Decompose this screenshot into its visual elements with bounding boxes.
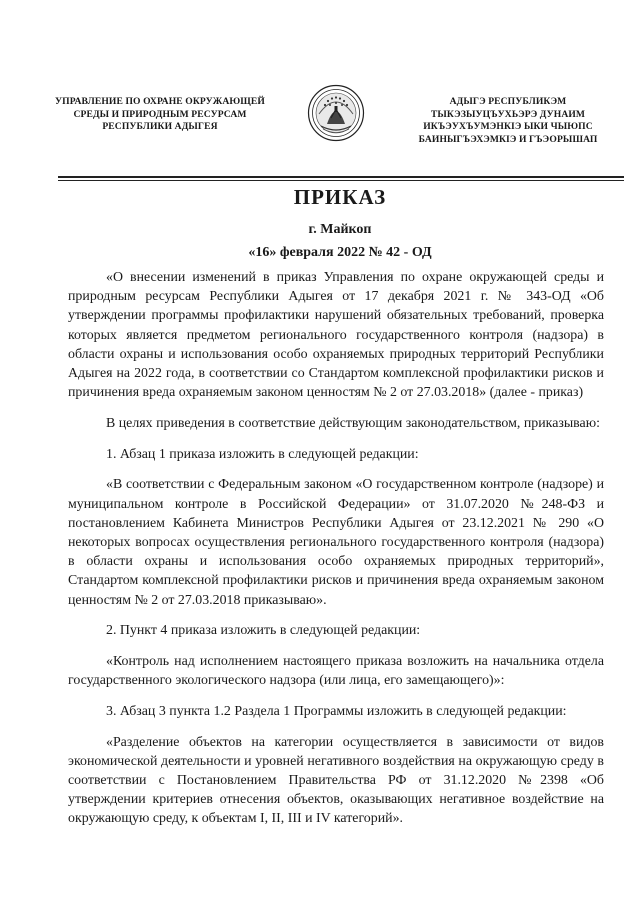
paragraph-order-intro: В целях приведения в соответствие действующим законодательством, приказываю:	[106, 415, 600, 431]
paragraph-item-1: 1. Абзац 1 приказа изложить в следующей редакции:	[106, 446, 419, 462]
header-divider-thick	[58, 176, 624, 178]
paragraph-item-2-text: «Контроль над исполнением настоящего приказа возложить на начальника отдела государственного экологического надзора (или лица, его замещающего)»:	[68, 653, 604, 689]
document-city: г. Майкоп	[308, 222, 372, 237]
header-ministry-russian	[44, 96, 276, 134]
document-body	[68, 268, 604, 840]
paragraph-item-1-text: «В соответствии с Федеральным законом «О государственном контроле (надзоре) и муниципальном контроле в Российской Федерации» от 31.07.2020 №248-ФЗ и постановлением Кабинета Министров Республики Адыгея от 23.12.2021 № 290 «О некоторых вопросах осуществления регионального государственного контроля (надзора) в области охраны и использования особо охраняемых природных территорий», Стандартом комплексной профилактики рисков и причинения вреда охраняемым законом ценностям № 2 от 27.03.2018 приказываю».	[68, 477, 604, 608]
header-divider-thin	[58, 180, 624, 181]
header-right-line: ИКЪЭУХЪУМЭНКІЭ ЫКИ ЧЫЮПС	[423, 121, 593, 132]
paragraph-item-3-text: «Разделение объектов на категории осуществляется в зависимости от видов экономической деятельности и уровней негативного воздействия на окружающую среду в соответствии с Постановлением Правительства РФ от 31.12.2020 №2398 «Об утверждении критериев отнесения объектов, оказывающих негативное воздействие на окружающую среду, к объектам I, II, III и IV категорий».	[68, 734, 604, 827]
header-left-line: РЕСПУБЛИКИ АДЫГЕЯ	[102, 121, 218, 132]
paragraph-item-3: 3. Абзац 3 пункта 1.2 Раздела 1 Программы изложить в следующей редакции:	[106, 703, 567, 719]
paragraph-preamble: «О внесении изменений в приказ Управления по охране окружающей среды и природным ресурсам Республики Адыгея от 17 декабря 2021 г. № 343-ОД «Об утверждении программы профилактики нарушений обязательных требований, проверка которых является предметом регионального государственного контроля (надзора) в области охраны и использования особо охраняемых природных территорий Республики Адыгея на 2022 года, в соответствии со Стандартом комплексной профилактики рисков и причинения вреда охраняемым законом ценностям № 2 от 27.03.2018» (далее - приказ)	[68, 270, 604, 401]
header-right-line: ТЫКЭЗЫУЦЪУХЬЭРЭ ДУНАИМ	[430, 108, 586, 120]
coat-of-arms-icon	[307, 84, 365, 142]
document-date-number: «16» февраля 2022 № 42 - ОД	[248, 245, 432, 260]
header-left-line: СРЕДЫ И ПРИРОДНЫМ РЕСУРСАМ	[73, 108, 247, 120]
header-ministry-adyghe	[392, 96, 624, 146]
header-right-line: АДЫГЭ РЕСПУБЛИКЭМ	[449, 96, 567, 107]
paragraph-item-2: 2. Пункт 4 приказа изложить в следующей редакции:	[106, 623, 421, 639]
header-right-line: БАИНЫГЪЭХЭМКІЭ И ГЪЭОРЫШАП	[418, 133, 598, 145]
document-title: ПРИКАЗ	[293, 185, 387, 209]
header-left-line: УПРАВЛЕНИЕ ПО ОХРАНЕ ОКРУЖАЮЩЕЙ	[55, 96, 265, 107]
